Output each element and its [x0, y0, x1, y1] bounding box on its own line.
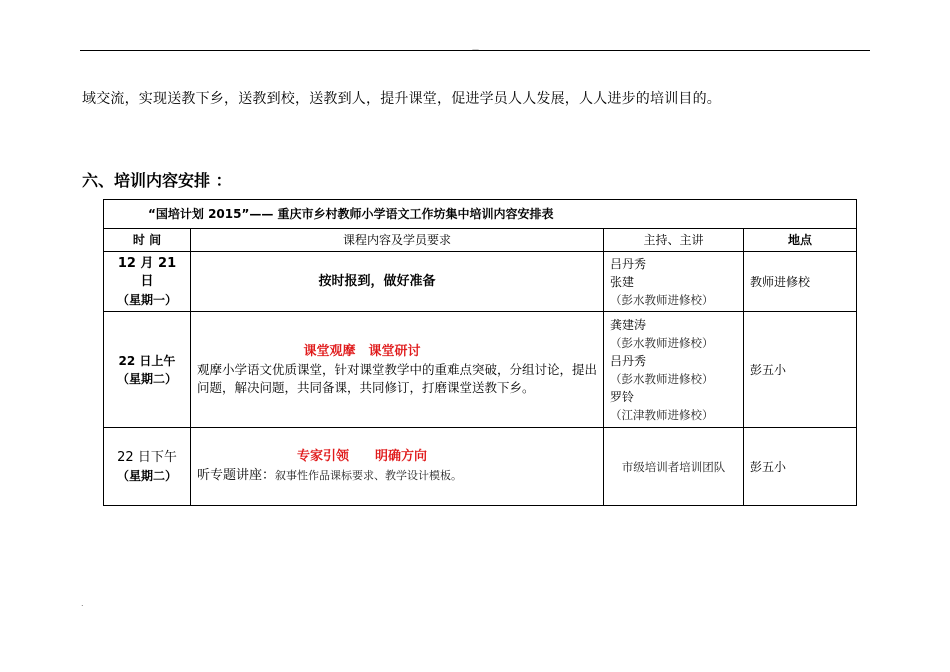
time-cell: [104, 428, 191, 506]
time-weekday: （星期一）: [116, 292, 177, 307]
header-content: 课程内容及学员要求: [191, 229, 604, 252]
continuation-paragraph: 域交流，实现送教下乡，送教到校，送教到人，提升课堂，促进学员人人发展，人人进步的培训目的。: [82, 91, 721, 107]
time-cell: [104, 252, 191, 312]
location-cell: 彭五小: [744, 428, 857, 506]
table-header-row: [104, 229, 857, 252]
location-cell: 教师进修校: [744, 252, 857, 312]
host-line: 市级培训者培训团队: [621, 459, 726, 474]
table-title-row: [104, 200, 857, 229]
host-line: 张建: [610, 274, 635, 289]
header-mark: —: [472, 45, 479, 53]
table-row: [104, 428, 857, 506]
host-line: （彭水教师进修校）: [610, 371, 714, 386]
host-line: 龚建涛: [610, 317, 647, 332]
header-host: 主持、主讲: [604, 229, 744, 252]
time-date: 22 日上午: [118, 353, 176, 368]
host-line: （彭水教师进修校）: [610, 335, 714, 350]
table-title: “国培计划 2015”—— 重庆市乡村教师小学语文工作坊集中培训内容安排表: [104, 200, 857, 229]
host-cell: [604, 252, 744, 312]
host-line: （彭水教师进修校）: [610, 292, 714, 307]
content-title: 按时报到，做好准备: [318, 273, 436, 289]
content-body-rest: 叙事性作品课标要求、教学设计模板。: [275, 469, 463, 482]
time-weekday: （星期二）: [116, 468, 177, 483]
content-body: [197, 466, 597, 485]
time-date: 22 日下午: [117, 449, 177, 465]
host-line: 吕丹秀: [610, 256, 647, 271]
location-cell: 彭五小: [744, 312, 857, 428]
content-body-lead: 听专题讲座：: [197, 468, 276, 483]
content-cell: [191, 312, 604, 428]
content-cell: [191, 428, 604, 506]
host-cell: [604, 428, 744, 506]
host-line: 吕丹秀: [610, 353, 647, 368]
header-location: 地点: [744, 229, 857, 252]
section-heading: 六、培训内容安排 ：: [82, 171, 232, 190]
time-date: 12 月 21 日: [117, 255, 177, 289]
host-line: （江津教师进修校）: [610, 407, 714, 422]
header-time: 时 间: [104, 229, 191, 252]
content-body: 观摩小学语文优质课堂，针对课堂教学中的重难点突破，分组讨论，提出问题，解决问题，共同备课，共同修订，打磨课堂送教下乡。: [197, 361, 598, 395]
time-weekday: （星期二）: [116, 371, 177, 386]
time-cell: [104, 312, 191, 428]
table-row: [104, 312, 857, 428]
content-title: 课堂观摩 课堂研讨: [303, 343, 421, 359]
content-cell: [191, 252, 604, 312]
host-cell: [604, 312, 744, 428]
content-title: 专家引领 明确方向: [296, 449, 427, 464]
footer-mark: .: [81, 599, 84, 608]
table-row: [104, 252, 857, 312]
host-line: 罗铃: [610, 389, 635, 404]
schedule-table: [103, 199, 857, 506]
